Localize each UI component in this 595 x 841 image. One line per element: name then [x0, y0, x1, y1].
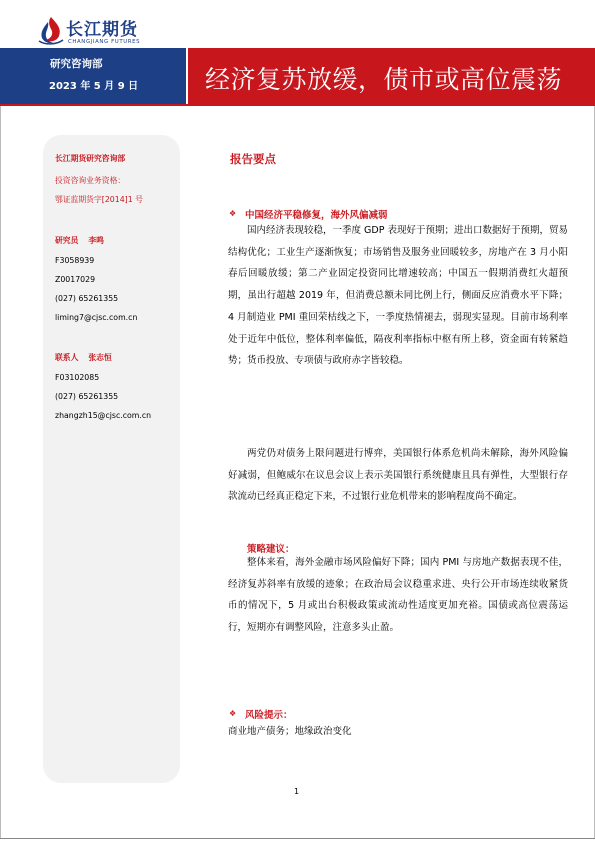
researcher-name: 李鸣 [88, 236, 104, 245]
researcher-id-2: Z0017029 [55, 275, 96, 284]
contact-label: 联系人 [55, 353, 79, 362]
researcher-heading [55, 235, 104, 246]
diamond-bullet-icon: ❖ [229, 209, 237, 218]
company-logo [36, 12, 166, 48]
brand-name: 长江期货 [66, 20, 138, 40]
contact-name: 张志恒 [88, 353, 112, 362]
report-date: 2023 年 5 月 9 日 [49, 81, 139, 92]
page-number: 1 [294, 787, 300, 796]
diamond-bullet-icon: ❖ [229, 709, 237, 718]
researcher-phone: (027) 65261355 [55, 294, 119, 303]
header-divider [0, 104, 595, 106]
contact-email[interactable]: zhangzh15@cjsc.com.cn [55, 411, 152, 420]
company-logo-icon [36, 14, 66, 46]
paragraph-overseas: 两党仍对债务上限问题进行博弈，美国银行体系危机尚未解除，海外风险偏好减弱，但鲍威尔在议息会议上表示美国银行系统健康且具有弹性，大型银行存款流动已经真正稳定下来，不过银行业危机带来的影响程度尚不确定。 [228, 448, 568, 503]
page-border-bottom [0, 838, 595, 839]
sidebar-panel [43, 135, 180, 783]
qualification-label: 投资咨询业务资格： [55, 176, 126, 185]
paragraph-strategy: 整体来看，海外金融市场风险偏好下降；国内 PMI 与房地产数据表现不佳，经济复苏斜率有放缓的迹象；在政治局会议稳重求进、央行公开市场连续收紧货币的情况下，5 月或出台积极政策或流动性适度更加充裕。国债或高位震荡运行，短期亦有调整风险，注意多头止盈。 [228, 557, 568, 634]
qualification-number: 鄂证监期货字[2014]1 号 [55, 195, 143, 204]
sidebar-org: 长江期货研究咨询部 [55, 154, 126, 163]
researcher-label: 研究员 [55, 236, 79, 245]
paragraph-economy: 国内经济表现较稳，一季度 GDP 表现好于预期；进出口数据好于预期，贸易结构优化；工业生产逐渐恢复；市场销售及服务业回暖较多，房地产在 3 月小阳春后回暖放缓；第二产业固定投资同比增速较高；中国五一假期消费红火超预期，虽出行超越 2019 年，但消费总额未同比例上行，侧面反应消费水平下降；4 月制造业 PMI 重回荣枯线之下，一季度热情褪去，弱现实显现。目前市场利率处于近年中低位，整体利率偏低，隔夜利率指标中枢有所上移，资金面有转紧趋势；货币投放、专项债与政府赤字皆较稳。 [228, 225, 568, 367]
report-title: 经济复苏放缓，债市或高位震荡 [205, 65, 563, 94]
department-label: 研究咨询部 [50, 58, 103, 70]
brand-english-name: CHANGJIANG FUTURES [68, 39, 141, 45]
page-border-left [0, 106, 1, 839]
contact-phone: (027) 65261355 [55, 392, 119, 401]
contact-id: F03102085 [55, 373, 100, 382]
heading-economy: 中国经济平稳修复，海外风偏减弱 [245, 210, 388, 221]
section-title: 报告要点 [230, 152, 276, 166]
researcher-email[interactable]: liming7@cjsc.com.cn [55, 313, 138, 322]
paragraph-risk: 商业地产债务；地缘政治变化 [228, 726, 352, 737]
contact-heading [55, 352, 112, 363]
heading-risk: 风险提示： [245, 710, 293, 721]
researcher-id-1: F3058939 [55, 256, 95, 265]
heading-strategy: 策略建议： [247, 544, 295, 555]
